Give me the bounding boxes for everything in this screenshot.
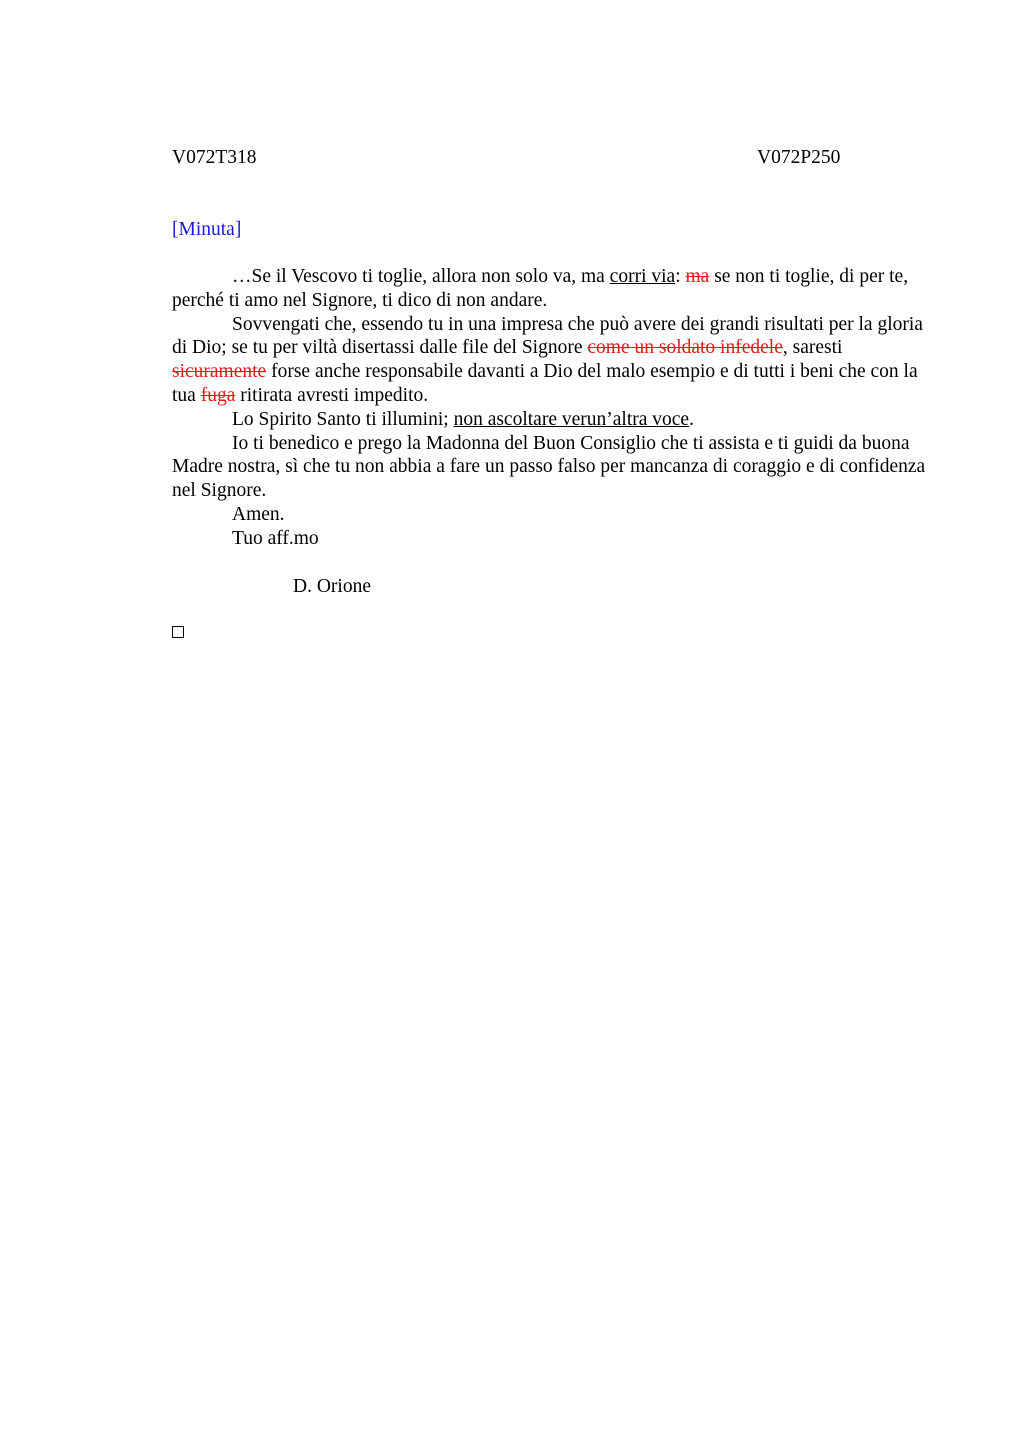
- reference-code-right: V072P250: [757, 147, 841, 168]
- signature: D. Orione: [293, 575, 371, 597]
- document-header: [172, 145, 932, 171]
- underlined-text: non ascoltare verun’altra voce: [453, 408, 690, 430]
- underlined-text: corri via: [609, 266, 676, 287]
- text-run: :: [675, 266, 686, 287]
- end-of-document-square-icon: [172, 626, 184, 638]
- text-run: ritirata avresti impedito.: [235, 384, 429, 406]
- text-run: Sovvengati che, essendo tu in una impresa che può avere dei grandi risultati per la gloria di Dio; se tu per viltà disertassi dalle file del Signore: [172, 313, 923, 359]
- text-run: se non ti toglie, di per te, perché ti amo nel Signore, ti dico di non andare.: [172, 266, 909, 311]
- text-run: , saresti: [782, 337, 843, 359]
- text-run: .: [689, 408, 694, 430]
- deleted-text: ma: [685, 266, 710, 287]
- closing-regards: Tuo aff.mo: [232, 527, 319, 549]
- text-run: forse anche responsabile davanti a Dio del malo esempio e di tutti i beni che con la tua: [172, 361, 918, 406]
- paragraph-1: [172, 265, 934, 313]
- text-run: …Se il Vescovo ti toglie, allora non solo va, ma: [232, 266, 610, 287]
- text-run: Lo Spirito Santo ti illumini;: [232, 408, 454, 430]
- paragraph-4: [172, 432, 934, 503]
- deleted-text: fuga: [200, 384, 236, 406]
- deleted-text: sicuramente: [172, 361, 267, 383]
- draft-label: [Minuta]: [172, 219, 242, 240]
- letter-body: [172, 265, 934, 598]
- reference-code-left: V072T318: [172, 147, 257, 168]
- deleted-text: come un soldato infedele: [587, 337, 783, 359]
- text-run: Io ti benedico e prego la Madonna del Buon Consiglio che ti assista e ti guidi da buona Madre nostra, sì che tu non abbia a fare un passo falso per mancanza di coraggio e di confidenza nel Signore.: [172, 432, 926, 502]
- paragraph-3: [172, 408, 934, 432]
- paragraph-2: [172, 313, 934, 408]
- closing-amen: Amen.: [232, 503, 285, 525]
